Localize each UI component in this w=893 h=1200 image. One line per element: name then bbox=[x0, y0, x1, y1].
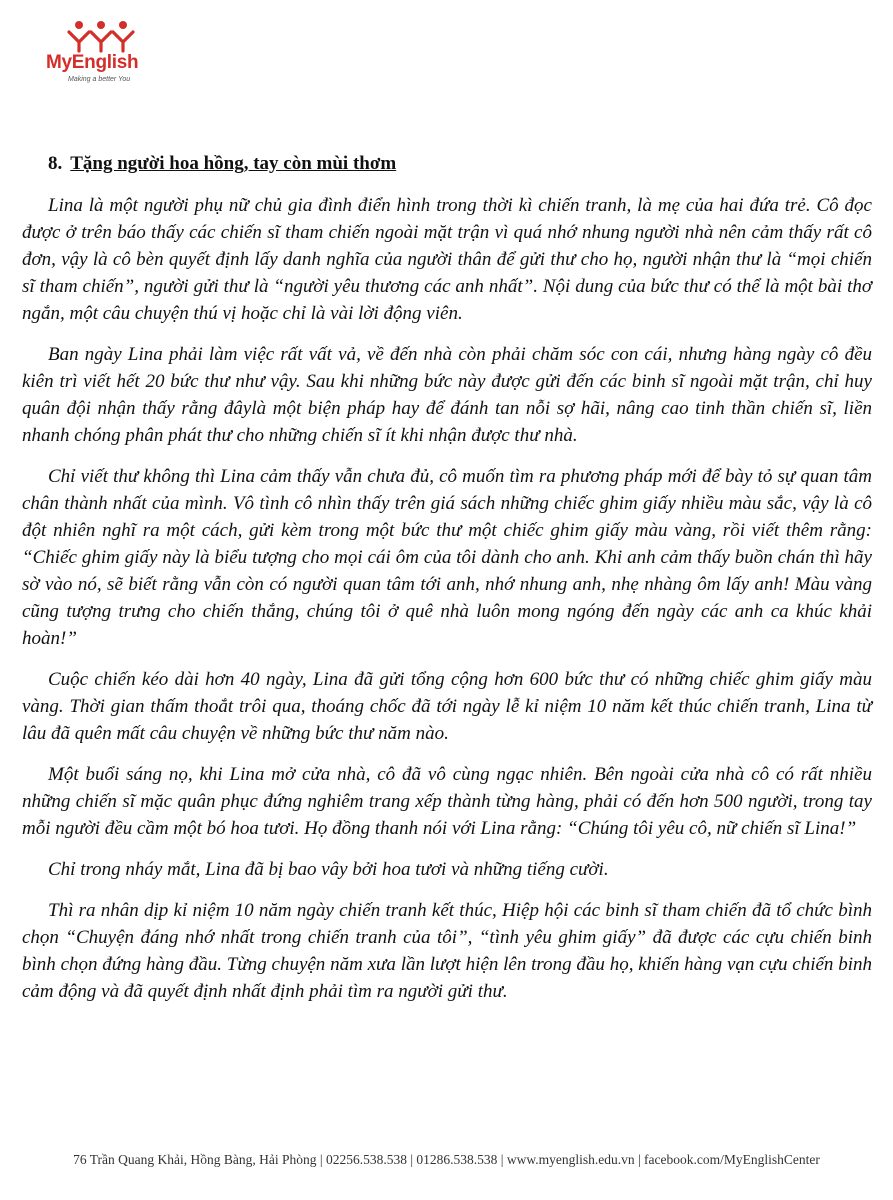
page-footer: 76 Trần Quang Khải, Hồng Bàng, Hải Phòng | 02256.538.538 | 01286.538.538 | www.myenglish.edu.vn | facebook.com/MyEnglishCenter bbox=[73, 1152, 820, 1167]
paragraph: Thì ra nhân dịp kỉ niệm 10 năm ngày chiến tranh kết thúc, Hiệp hội các binh sĩ tham chiến đã tổ chức bình chọn “Chuyện đáng nhớ nhất trong chiến tranh của tôi”, “tình yêu ghim giấy” đã được các cựu chiến binh bình chọn đứng hàng đầu. Từng chuyện năm xưa lần lượt hiện lên trong đầu họ, khiến hàng vạn cựu chiến binh cảm động và đã quyết định nhất định phải tìm ra người gửi thư. bbox=[22, 900, 872, 1002]
paragraph: Ban ngày Lina phải làm việc rất vất vả, về đến nhà còn phải chăm sóc con cái, nhưng hàng ngày cô đều kiên trì viết hết 20 bức thư như vậy. Sau khi những bức này được gửi đến các binh sĩ ngoài mặt trận, chỉ huy quân đội nhận thấy rằng đâylà một biện pháp hay để đánh tan nỗi sợ hãi, nâng cao tinh thần chiến sĩ, liền nhanh chóng phân phát thư cho những chiến sĩ ít khi nhận được thư nhà. bbox=[22, 344, 872, 446]
brand-name: MyEnglish bbox=[46, 52, 139, 73]
three-people-icon bbox=[66, 20, 136, 54]
brand-logo bbox=[46, 20, 156, 90]
paragraph: Một buổi sáng nọ, khi Lina mở cửa nhà, cô đã vô cùng ngạc nhiên. Bên ngoài cửa nhà cô có rất nhiều những chiến sĩ mặc quân phục đứng nghiêm trang xếp thành từng hàng, phải có đến hơn 500 người, trong tay mỗi người đều cầm một bó hoa tươi. Họ đồng thanh nói với Lina rằng: “Chúng tôi yêu cô, nữ chiến sĩ Lina!” bbox=[22, 764, 872, 839]
section-heading bbox=[48, 150, 872, 178]
brand-tagline: Making a better You bbox=[68, 76, 131, 83]
document-body bbox=[22, 150, 872, 1019]
paragraph: Lina là một người phụ nữ chủ gia đình điển hình trong thời kì chiến tranh, là mẹ của hai đứa trẻ. Cô đọc được ở trên báo thấy các chiến sĩ tham chiến ngoài mặt trận vì quá nhớ nhung người nhà nên cảm thấy rất cô đơn, vậy là cô bèn quyết định lấy danh nghĩa của người thân để gửi thư cho họ, người nhận thư là “mọi chiến sĩ tham chiến”, người gửi thư là “người yêu thương các anh nhất”. Nội dung của bức thư có thể là một bài thơ ngắn, một câu chuyện thú vị hoặc chỉ là vài lời động viên. bbox=[22, 195, 872, 324]
paragraph: Chỉ trong nháy mắt, Lina đã bị bao vây bởi hoa tươi và những tiếng cười. bbox=[48, 859, 609, 880]
section-number: 8. bbox=[48, 153, 63, 174]
paragraph: Cuộc chiến kéo dài hơn 40 ngày, Lina đã gửi tổng cộng hơn 600 bức thư có những chiếc ghim giấy màu vàng. Thời gian thấm thoắt trôi qua, thoáng chốc đã tới ngày lễ kỉ niệm 10 năm kết thúc chiến tranh, Lina từ lâu đã quên mất câu chuyện về những bức thư năm nào. bbox=[22, 669, 872, 744]
section-title: Tặng người hoa hồng, tay còn mùi thơm bbox=[70, 153, 397, 174]
paragraph: Chỉ viết thư không thì Lina cảm thấy vẫn chưa đủ, cô muốn tìm ra phương pháp mới để bày tỏ sự quan tâm chân thành nhất của mình. Vô tình cô nhìn thấy trên giá sách những chiếc ghim giấy nhiều màu sắc, vậy là cô đột nhiên nghĩ ra một cách, gửi kèm trong một bức thư một chiếc ghim giấy màu vàng, rồi viết thêm rằng: “Chiếc ghim giấy này là biểu tượng cho mọi cái ôm của tôi dành cho anh. Khi anh cảm thấy buồn chán thì hãy sờ vào nó, sẽ biết rằng vẫn còn có người quan tâm tới anh, nhớ nhung anh, nhẹ nhàng ôm lấy anh! Màu vàng cũng tượng trưng cho chiến thắng, chúng tôi ở quê nhà luôn mong ngóng đến ngày các anh ca khúc khải hoàn!” bbox=[22, 466, 872, 649]
